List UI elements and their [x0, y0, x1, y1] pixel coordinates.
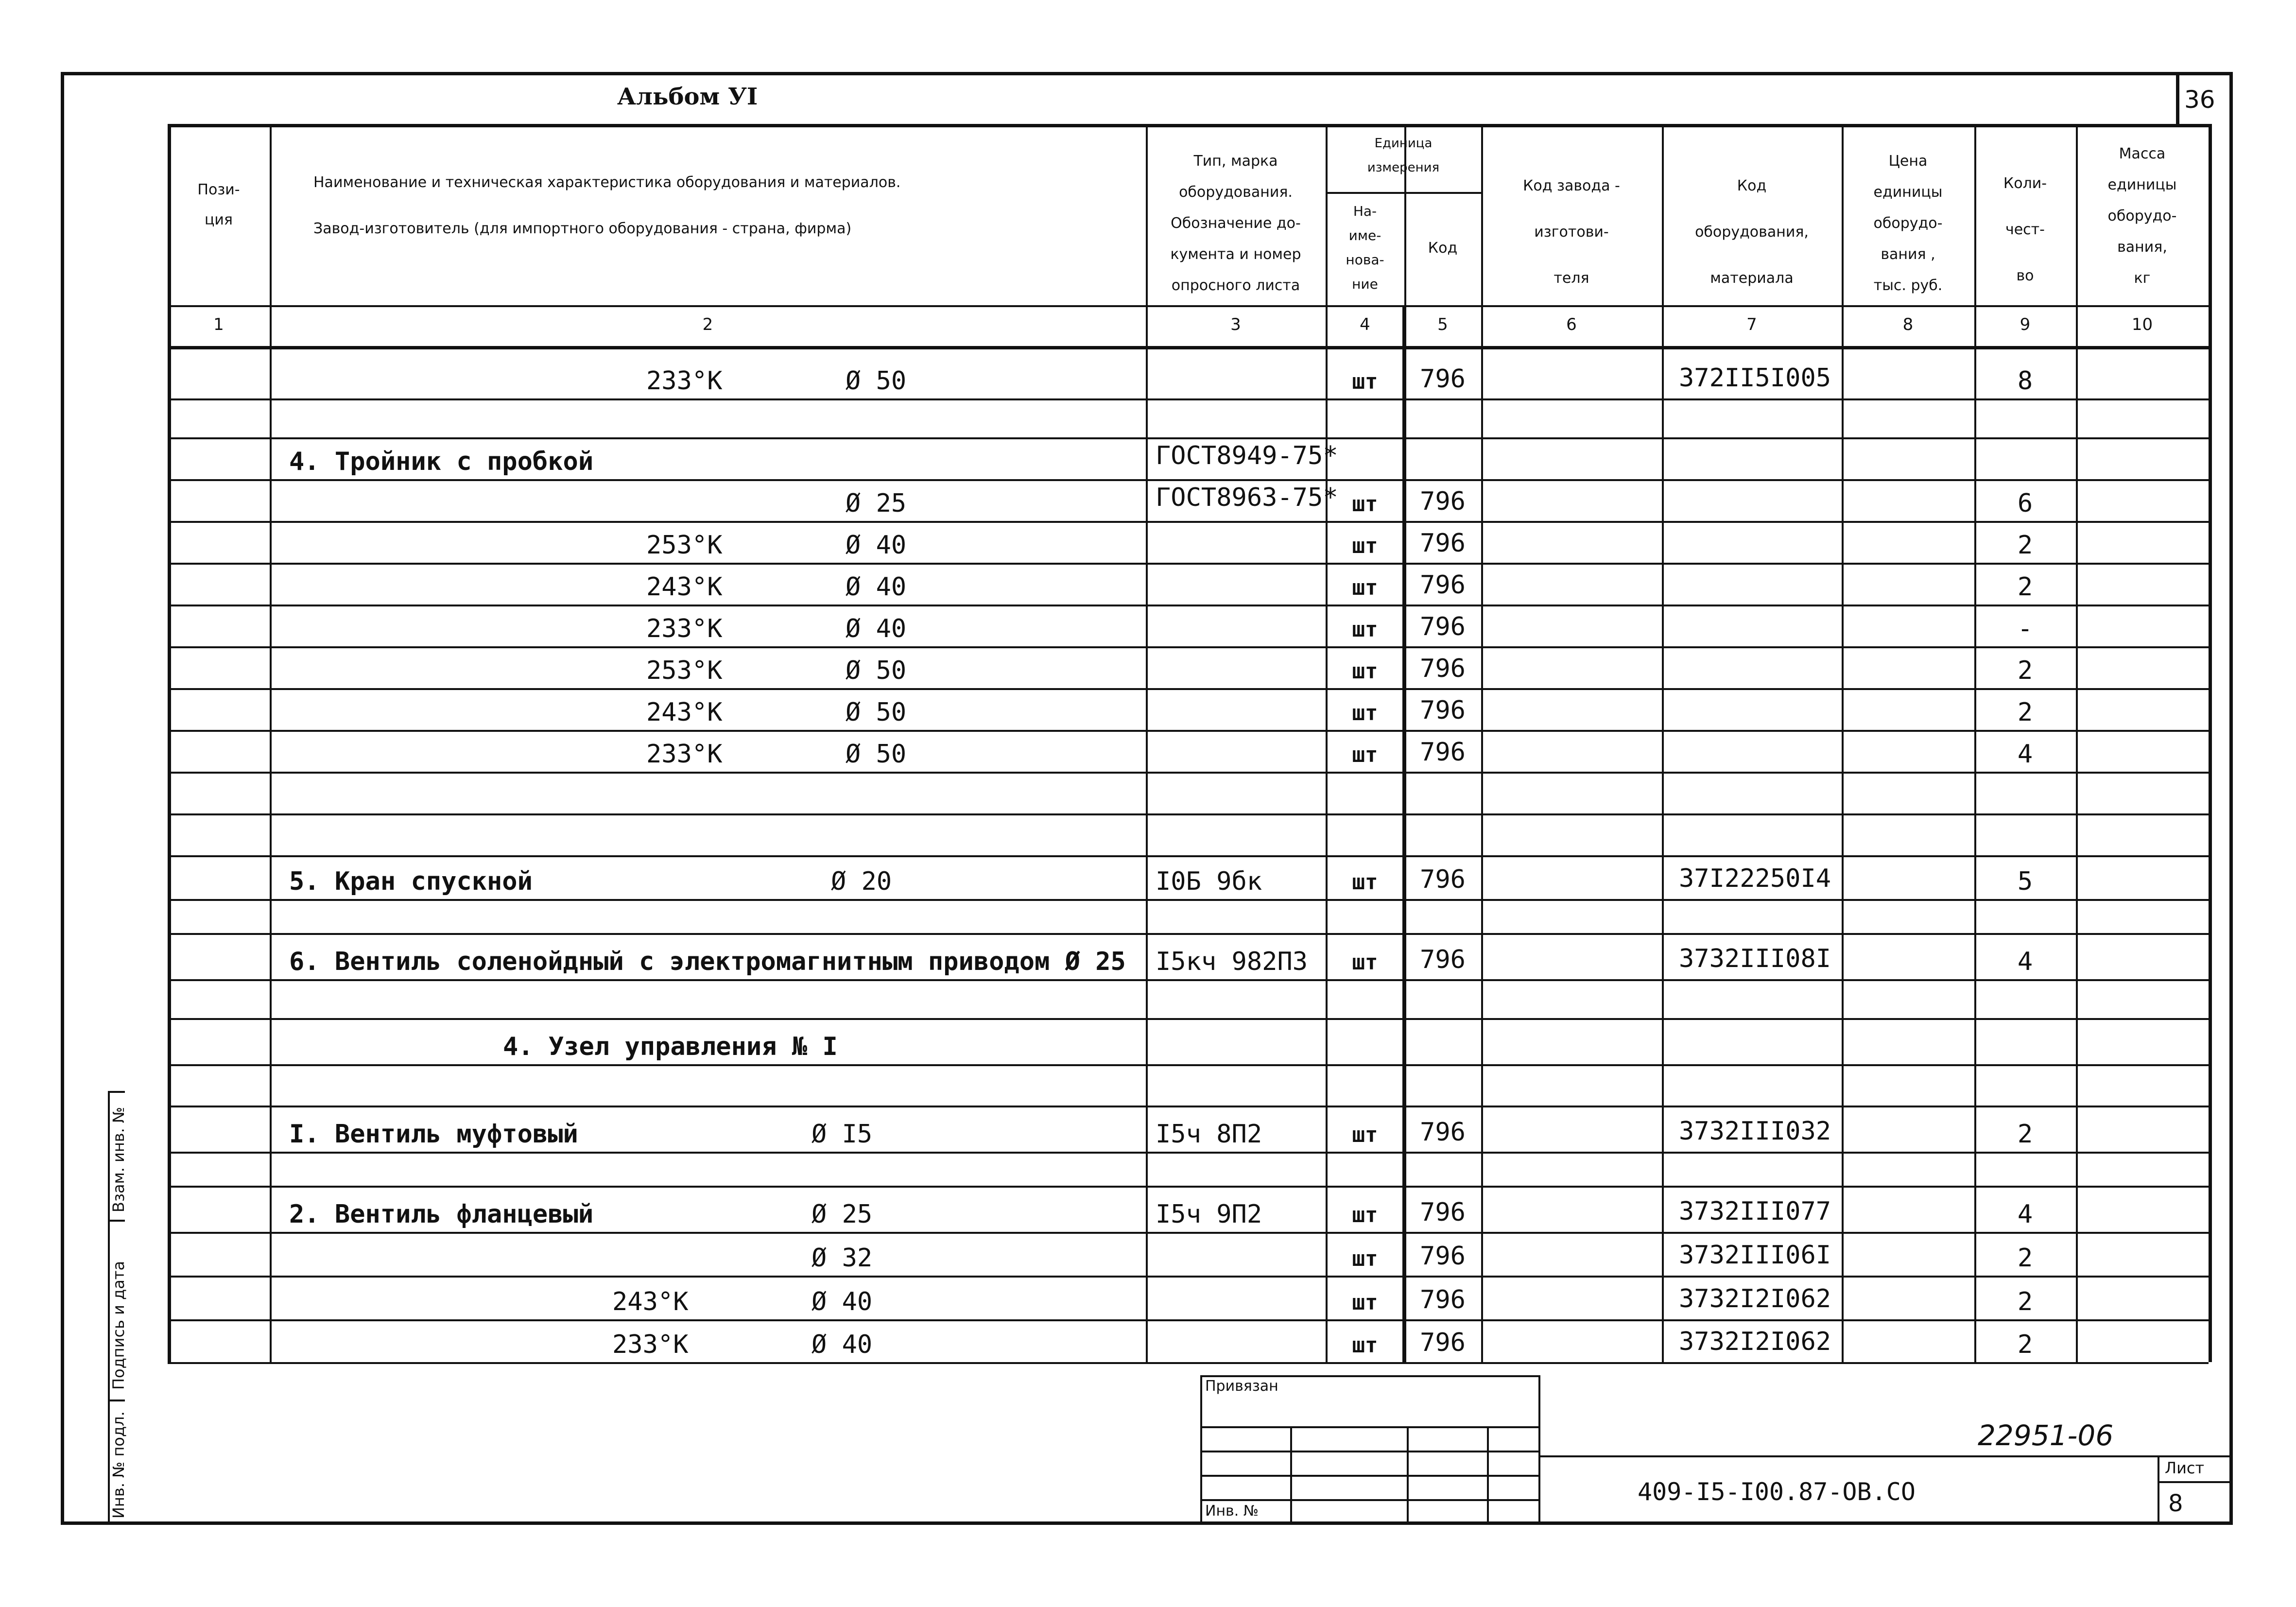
row-line	[168, 899, 2209, 901]
item-unit: шт	[1352, 1333, 1378, 1358]
item-unit: шт	[1352, 1123, 1378, 1147]
item-quantity: -	[2017, 614, 2033, 643]
header-quantity: Коли-	[2003, 175, 2047, 192]
header-price: единицы	[1873, 184, 1943, 201]
col-line	[1146, 124, 1148, 1362]
header-type: опросного листа	[1171, 277, 1300, 294]
row-line	[168, 646, 2209, 648]
item-document: I5ч 9П2	[1156, 1200, 1262, 1229]
header-position: Пози-	[197, 181, 240, 198]
item-quantity: 2	[2017, 1120, 2033, 1149]
item-equipment-code: 3732III06I	[1679, 1241, 1831, 1270]
item-mark: 233°К	[646, 740, 723, 769]
item-unit-code: 796	[1420, 945, 1466, 974]
item-unit: шт	[1352, 743, 1378, 767]
item-unit: шт	[1352, 534, 1378, 558]
item-equipment-code: 3732I2I062	[1679, 1327, 1831, 1356]
item-unit: шт	[1352, 659, 1378, 684]
stamp-line	[1200, 1451, 1540, 1452]
side-stamp-line	[108, 1220, 125, 1222]
header-bottom	[168, 305, 2209, 307]
stamp-line	[2158, 1455, 2159, 1523]
item-mark: 243°К	[612, 1287, 689, 1316]
item-equipment-code: 3732III08I	[1679, 944, 1831, 973]
handwritten-number: 22951-06	[1978, 1419, 2114, 1452]
item-diameter: Ø 32	[811, 1244, 873, 1273]
row-line	[168, 398, 2209, 400]
item-document: ГОСТ8949-75*	[1156, 441, 1338, 470]
item-unit-code: 796	[1420, 1242, 1466, 1271]
row-line	[168, 772, 2209, 774]
item-diameter: Ø 25	[846, 489, 907, 518]
row-line	[168, 730, 2209, 732]
header-type: оборудования.	[1179, 184, 1293, 201]
item-unit: шт	[1352, 575, 1378, 600]
item-quantity: 2	[2017, 1287, 2033, 1316]
sheet-box-left	[2176, 72, 2179, 124]
item-diameter: Ø 20	[831, 867, 892, 896]
item-title: 6. Вентиль соленойдный с электромагнитным приводом Ø 25	[289, 947, 1126, 976]
frame-right	[2229, 72, 2233, 1525]
stamp-line	[1487, 1426, 1489, 1523]
item-unit-code: 796	[1420, 654, 1466, 683]
row-line	[168, 1319, 2209, 1321]
header-quantity: во	[2016, 267, 2034, 284]
header-equipment-code: материала	[1710, 270, 1794, 287]
row-line	[168, 813, 2209, 815]
item-equipment-code: 3732III077	[1679, 1197, 1831, 1226]
item-quantity: 2	[2017, 656, 2033, 685]
item-quantity: 2	[2017, 572, 2033, 602]
stamp-line	[1200, 1375, 1540, 1377]
item-diameter: Ø 50	[846, 366, 907, 396]
stamp-line	[1200, 1426, 1540, 1428]
sheet-number: 36	[2184, 86, 2215, 114]
header-quantity: чест-	[2005, 221, 2045, 238]
item-mark: 243°К	[646, 572, 723, 602]
item-diameter: Ø 40	[811, 1287, 873, 1316]
row-line	[168, 479, 2209, 481]
item-quantity: 2	[2017, 1244, 2033, 1273]
item-diameter: Ø 25	[811, 1200, 873, 1229]
col-line	[2076, 124, 2078, 1362]
header-price: Цена	[1888, 153, 1928, 170]
side-label-vzam: Взам. инв. №	[109, 1106, 128, 1212]
item-title: I. Вентиль муфтовый	[289, 1120, 578, 1149]
row-line	[168, 1064, 2209, 1066]
item-unit-code: 796	[1420, 612, 1466, 641]
item-unit-code: 796	[1420, 1328, 1466, 1357]
stamp-line	[1200, 1475, 1540, 1477]
item-unit-code: 796	[1420, 738, 1466, 767]
header-unit-name: ние	[1352, 276, 1378, 292]
item-quantity: 2	[2017, 1330, 2033, 1359]
item-quantity: 2	[2017, 531, 2033, 560]
item-equipment-code: 37I22250I4	[1679, 864, 1831, 893]
stamp-line	[1290, 1426, 1292, 1523]
item-title: 4. Тройник с пробкой	[289, 447, 594, 476]
item-equipment-code: 372II5I005	[1679, 363, 1831, 393]
item-unit-code: 796	[1420, 1198, 1466, 1227]
item-diameter: Ø 50	[846, 698, 907, 727]
row-line	[168, 979, 2209, 981]
item-quantity: 2	[2017, 698, 2033, 727]
item-quantity: 6	[2017, 489, 2033, 518]
stamp-line	[1538, 1375, 1540, 1523]
frame-left	[61, 72, 64, 1525]
privyazan-label: Привязан	[1205, 1378, 1278, 1395]
numbers-bottom	[168, 346, 2209, 349]
item-unit: шт	[1352, 870, 1378, 895]
item-diameter: Ø I5	[811, 1120, 873, 1149]
item-unit: шт	[1352, 369, 1378, 394]
item-unit: шт	[1352, 950, 1378, 975]
stamp-line	[1538, 1455, 2231, 1457]
item-diameter: Ø 40	[846, 531, 907, 560]
item-quantity: 4	[2017, 1200, 2033, 1229]
col-line	[2209, 124, 2212, 1362]
item-diameter: Ø 50	[846, 656, 907, 685]
side-stamp-line	[108, 1091, 125, 1093]
header-unit-code: Код	[1428, 240, 1458, 257]
row-line	[168, 563, 2209, 565]
side-label-signature: Подпись и дата	[109, 1261, 128, 1390]
item-unit-code: 796	[1420, 1118, 1466, 1147]
row-line	[168, 1018, 2209, 1020]
item-mark: 253°К	[646, 656, 723, 685]
col-line	[1326, 124, 1328, 1362]
header-equipment-code: Код	[1737, 177, 1767, 194]
header-unit: Единица	[1374, 136, 1433, 151]
item-quantity: 8	[2017, 366, 2033, 396]
row-line	[168, 688, 2209, 690]
col-line	[1842, 124, 1844, 1362]
header-mass: вания,	[2117, 239, 2167, 256]
header-factory-code: теля	[1554, 270, 1589, 287]
column-number: 6	[1566, 315, 1577, 334]
side-stamp-line	[108, 1400, 125, 1401]
item-unit-code: 796	[1420, 570, 1466, 600]
item-quantity: 4	[2017, 947, 2033, 976]
frame-top	[61, 72, 2233, 75]
row-line	[168, 1276, 2209, 1278]
table-top	[168, 124, 2209, 127]
column-number: 7	[1746, 315, 1757, 334]
item-diameter: Ø 40	[846, 572, 907, 602]
item-unit: шт	[1352, 617, 1378, 642]
header-mass: кг	[2134, 270, 2151, 287]
stamp-line	[1200, 1499, 1540, 1501]
header-type: кумента и номер	[1170, 246, 1301, 263]
item-document: I0Б 9бк	[1156, 867, 1262, 896]
row-line	[168, 1106, 2209, 1107]
header-type: Обозначение до-	[1171, 215, 1301, 232]
item-unit-code: 796	[1420, 487, 1466, 516]
column-number: 8	[1902, 315, 1914, 334]
item-equipment-code: 3732I2I062	[1679, 1284, 1831, 1313]
header-mass: единицы	[2107, 176, 2177, 193]
row-line	[168, 1186, 2209, 1188]
item-title: 5. Кран спускной	[289, 867, 533, 896]
item-unit-code: 796	[1420, 1285, 1466, 1314]
item-unit: шт	[1352, 1290, 1378, 1315]
item-unit-code: 796	[1420, 529, 1466, 558]
item-diameter: Ø 40	[811, 1330, 873, 1359]
header-price: оборудо-	[1873, 215, 1943, 232]
item-mark: 243°К	[646, 698, 723, 727]
list-number: 8	[2168, 1490, 2183, 1517]
stamp-line	[2158, 1481, 2230, 1483]
column-number: 5	[1437, 315, 1448, 334]
col-line	[1481, 124, 1483, 1362]
item-unit-code: 796	[1420, 364, 1466, 394]
header-unit-name: нова-	[1346, 252, 1384, 268]
header-unit-name: име-	[1348, 227, 1381, 243]
header-equipment-code: оборудования,	[1695, 224, 1809, 241]
item-mark: 233°К	[646, 614, 723, 643]
item-unit: шт	[1352, 492, 1378, 517]
header-unit-name: На-	[1353, 203, 1377, 219]
unit-subheader-line	[1326, 192, 1481, 194]
col-line	[1662, 124, 1664, 1362]
header-factory-code: Код завода -	[1523, 177, 1620, 194]
header-price: тыс. руб.	[1873, 277, 1943, 294]
row-line	[168, 1362, 2209, 1364]
header-mass: оборудо-	[2107, 207, 2177, 225]
item-mark: 233°К	[612, 1330, 689, 1359]
header-price: вания ,	[1881, 246, 1935, 263]
column-number: 10	[2131, 315, 2153, 334]
item-document: I5ч 8П2	[1156, 1120, 1262, 1149]
column-number: 9	[2020, 315, 2031, 334]
column-number: 1	[213, 315, 224, 334]
row-line	[168, 605, 2209, 606]
album-title: Альбом УI	[617, 83, 758, 110]
side-label-inv: Инв. № подл.	[109, 1411, 128, 1519]
item-document: ГОСТ8963-75*	[1156, 483, 1338, 512]
stamp-line	[1200, 1375, 1202, 1523]
row-line	[168, 437, 2209, 439]
item-unit-code: 796	[1420, 696, 1466, 725]
row-line	[168, 1152, 2209, 1154]
col-line	[270, 124, 272, 1362]
row-line	[168, 933, 2209, 935]
item-unit: шт	[1352, 1203, 1378, 1227]
header-name: Наименование и техническая характеристика оборудования и материалов.	[313, 174, 901, 191]
header-position: ция	[205, 211, 233, 228]
section-title: 4. Узел управления № I	[503, 1032, 838, 1061]
item-unit: шт	[1352, 701, 1378, 726]
item-title: 2. Вентиль фланцевый	[289, 1200, 594, 1229]
column-number: 4	[1360, 315, 1370, 334]
item-unit: шт	[1352, 1246, 1378, 1271]
list-label: Лист	[2165, 1459, 2205, 1477]
header-type: Тип, марка	[1193, 153, 1278, 170]
item-document: I5кч 982ПЗ	[1156, 947, 1308, 976]
header-manufacturer: Завод-изготовитель (для импортного оборудования - страна, фирма)	[313, 220, 852, 237]
row-line	[168, 855, 2209, 857]
item-quantity: 5	[2017, 867, 2033, 896]
document-code: 409-I5-I00.87-ОВ.СО	[1638, 1478, 1916, 1506]
item-unit-code: 796	[1420, 865, 1466, 894]
header-unit: измерения	[1367, 160, 1440, 175]
item-diameter: Ø 50	[846, 740, 907, 769]
column-number: 3	[1230, 315, 1241, 334]
inv-label: Инв. №	[1205, 1503, 1259, 1520]
row-line	[168, 521, 2209, 523]
item-quantity: 4	[2017, 740, 2033, 769]
header-mass: Масса	[2119, 145, 2166, 162]
item-mark: 233°К	[646, 366, 723, 396]
row-line	[168, 1232, 2209, 1234]
column-number: 2	[702, 315, 713, 334]
col-line	[168, 124, 171, 1362]
item-mark: 253°К	[646, 531, 723, 560]
item-equipment-code: 3732III032	[1679, 1117, 1831, 1146]
item-diameter: Ø 40	[846, 614, 907, 643]
header-factory-code: изготови-	[1534, 224, 1609, 241]
frame-bottom	[61, 1521, 2233, 1525]
stamp-line	[1407, 1426, 1409, 1523]
